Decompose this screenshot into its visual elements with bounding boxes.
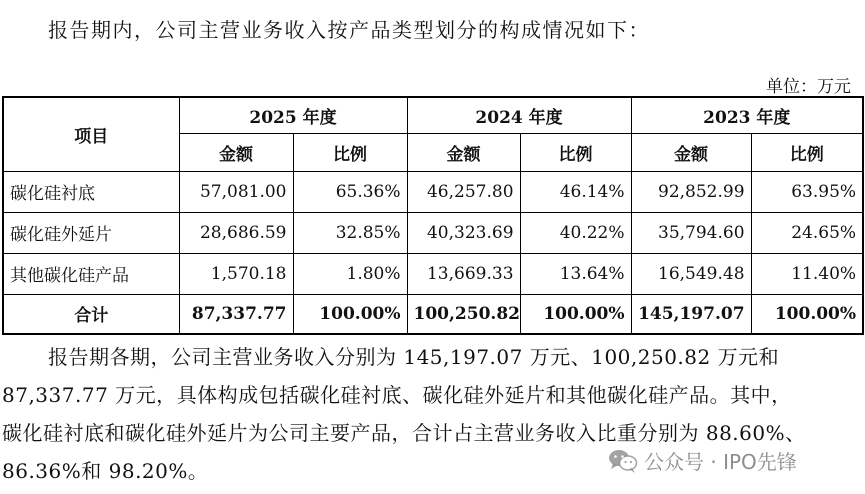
ratio-header: 比例 — [751, 133, 863, 171]
row-label: 碳化硅衬底 — [3, 171, 179, 212]
watermark-text: 公众号 · IPO先锋 — [644, 450, 797, 474]
amount-header: 金额 — [631, 133, 751, 171]
ratio-header: 比例 — [293, 133, 407, 171]
table-header-row — [3, 97, 863, 133]
table-cell: 13.64% — [520, 253, 631, 294]
total-cell: 100.00% — [520, 294, 631, 334]
table-cell: 28,686.59 — [179, 212, 293, 253]
item-header: 项目 — [3, 97, 179, 171]
amount-header: 金额 — [179, 133, 293, 171]
watermark — [608, 446, 797, 475]
table-cell: 46,257.80 — [407, 171, 520, 212]
paragraph-line: 碳化硅衬底和碳化硅外延片为公司主要产品，合计占主营业务收入比重分别为 88.60%、 — [2, 421, 806, 445]
table-row — [3, 212, 863, 253]
total-cell: 100.00% — [293, 294, 407, 334]
table-cell: 92,852.99 — [631, 171, 751, 212]
total-label: 合计 — [3, 294, 179, 334]
row-label: 其他碳化硅产品 — [3, 253, 179, 294]
total-cell: 87,337.77 — [179, 294, 293, 334]
table-cell: 63.95% — [751, 171, 863, 212]
year-header-2025: 2025 年度 — [179, 97, 407, 133]
unit-label: 单位：万元 — [766, 77, 851, 97]
table-cell: 32.85% — [293, 212, 407, 253]
table-cell: 65.36% — [293, 171, 407, 212]
total-cell: 100.00% — [751, 294, 863, 334]
paragraph-line: 86.36%和 98.20%。 — [2, 459, 209, 483]
table-cell: 40,323.69 — [407, 212, 520, 253]
intro-text: 报告期内，公司主营业务收入按产品类型划分的构成情况如下： — [48, 18, 650, 42]
year-header-2024: 2024 年度 — [407, 97, 631, 133]
wechat-icon — [608, 448, 638, 474]
table-cell: 1.80% — [293, 253, 407, 294]
table-cell: 57,081.00 — [179, 171, 293, 212]
total-cell: 145,197.07 — [631, 294, 751, 334]
year-header-2023: 2023 年度 — [631, 97, 863, 133]
table-cell: 35,794.60 — [631, 212, 751, 253]
ratio-header: 比例 — [520, 133, 631, 171]
table-cell: 24.65% — [751, 212, 863, 253]
paragraph-line: 87,337.77 万元，具体构成包括碳化硅衬底、碳化硅外延片和其他碳化硅产品。其中， — [2, 383, 792, 407]
table-row — [3, 171, 863, 212]
revenue-table — [2, 96, 864, 335]
table-cell: 16,549.48 — [631, 253, 751, 294]
table-row — [3, 253, 863, 294]
total-cell: 100,250.82 — [407, 294, 520, 334]
row-label: 碳化硅外延片 — [3, 212, 179, 253]
table-cell: 11.40% — [751, 253, 863, 294]
paragraph-line: 报告期各期，公司主营业务收入分别为 145,197.07 万元、100,250.82 万元和 — [48, 345, 780, 369]
table-cell: 40.22% — [520, 212, 631, 253]
amount-header: 金额 — [407, 133, 520, 171]
table-cell: 13,669.33 — [407, 253, 520, 294]
table-cell: 46.14% — [520, 171, 631, 212]
table-cell: 1,570.18 — [179, 253, 293, 294]
total-row — [3, 294, 863, 334]
